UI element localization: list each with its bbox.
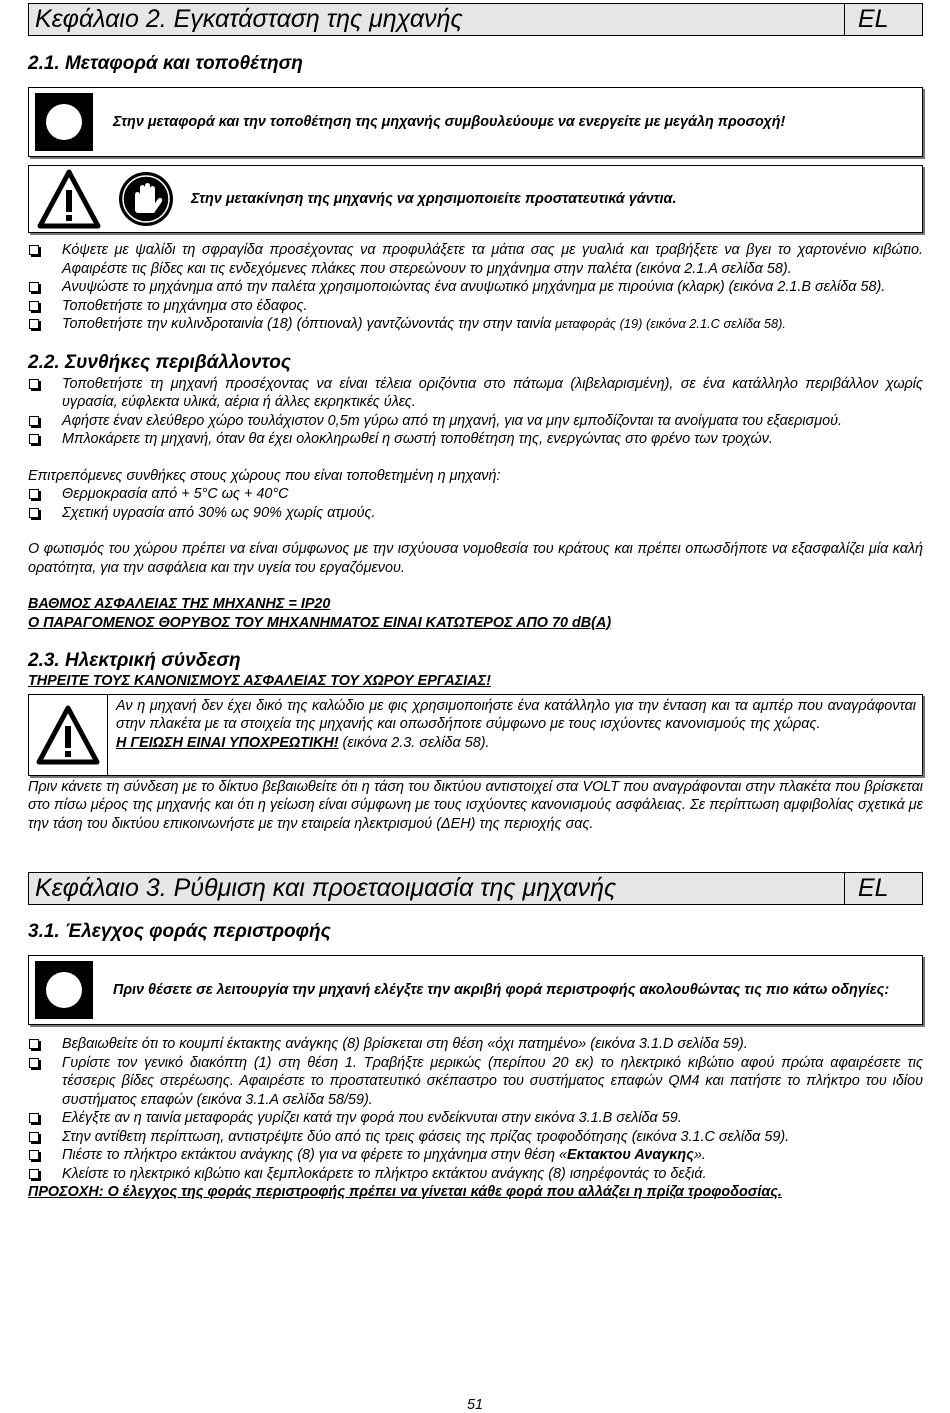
- allowed-conditions-intro: Επιτρεπόμενες συνθήκες στους χώρους που είναι τοποθετημένη η μηχανή:: [28, 467, 501, 484]
- list-item: Αφήστε έναν ελεύθερο χώρο τουλάχιστον 0,5m γύρω από τη μηχανή, για να μην εμποδίζονται τα ανοίγματα του εξαερισμού.: [28, 412, 923, 431]
- checkbox-bullet-icon: [29, 1058, 39, 1068]
- cable-warning: Αν η μηχανή δεν έχει δικό της καλώδιο με φις χρησιμοποιήστε ένα κατάλληλο για την ένταση και τα αμπέρ που αναγράφονται στην πλακέτα με τα στοιχεία της μηχανής και οπωσδήποτε σύμφωνο με τους ισχύοντες κανονισμούς της χώρας.: [116, 697, 916, 732]
- checkbox-bullet-icon: [29, 1039, 39, 1049]
- manual-page: [28, 3, 923, 1202]
- section-heading-2-3: 2.3. Ηλεκτρική σύνδεση: [28, 650, 241, 671]
- earthing-mandatory: Η ΓΕΙΩΣΗ ΕΙΝΑΙ ΥΠΟΧΡΕΩΤΙΚΗ!: [116, 734, 339, 751]
- chapter-title: Κεφάλαιο 2. Εγκατάσταση της μηχανής: [29, 4, 845, 35]
- transport-steps-list: [28, 241, 923, 334]
- language-code: EL: [858, 5, 889, 33]
- checkbox-bullet-icon: [29, 1169, 39, 1179]
- checkbox-bullet-icon: [29, 1132, 39, 1142]
- language-code: EL: [858, 874, 889, 902]
- checkbox-bullet-icon: [29, 1150, 39, 1160]
- checkbox-bullet-icon: [29, 245, 39, 255]
- list-item: Στην αντίθετη περίπτωση, αντιστρέψτε δύο από τις τρεις φάσεις της πρίζας τροφοδότησης (εικόνα 3.1.C σελίδα 59).: [28, 1128, 923, 1147]
- mandatory-action-icon: [29, 961, 99, 1019]
- environment-list: [28, 375, 923, 449]
- rotation-note: Πριν θέσετε σε λειτουργία την μηχανή ελέγξτε την ακριβή φορά περιστροφής ακολουθώντας τις πιο κάτω οδηγίες:: [113, 981, 890, 998]
- noise-level: Ο ΠΑΡΑΓΟΜΕΝΟΣ ΘΟΡΥΒΟΣ ΤΟΥ ΜΗΧΑΝΗΜΑΤΟΣ ΕΙΝΑΙ ΚΑΤΩΤΕΡΟΣ ΑΠΟ 70 dB(A): [28, 614, 612, 631]
- caution-note: ΠΡΟΣΟΧΗ: Ο έλεγχος της φοράς περιστροφής πρέπει να γίνεται κάθε φορά που αλλάζει η πρίζα τροφοδοσίας.: [28, 1184, 782, 1200]
- safety-rules-notice: ΤΗΡΕΙΤΕ ΤΟΥΣ ΚΑΝΟΝΙΣΜΟΥΣ ΑΣΦΑΛΕΙΑΣ ΤΟΥ ΧΩΡΟΥ ΕΡΓΑΣΙΑΣ!: [28, 673, 491, 689]
- section-heading-2-2: 2.2. Συνθήκες περιβάλλοντος: [28, 351, 291, 373]
- warning-triangle-icon: [29, 695, 108, 775]
- lighting-paragraph: Ο φωτισμός του χώρου πρέπει να είναι σύμφωνος με την ισχύουσα νομοθεσία του κράτους και πρέπει οπωσδήποτε να εξασφαλίζει μία καλή ορατότητα, για την ασφάλεια και την υγεία του εργαζόμενου.: [28, 541, 923, 576]
- transport-note: Στην μεταφορά και την τοποθέτηση της μηχανής συμβουλεύουμε να ενεργείτε με μεγάλη προσοχή!: [113, 114, 786, 130]
- gloves-note: Στην μετακίνηση της μηχανής να χρησιμοποιείτε προστατευτικά γάντια.: [191, 191, 677, 207]
- checkbox-bullet-icon: [29, 282, 39, 292]
- section-heading-2-1: 2.1. Μεταφορά και τοποθέτηση: [28, 53, 303, 74]
- checkbox-bullet-icon: [29, 319, 39, 329]
- mandatory-note-box: [28, 87, 923, 157]
- checkbox-bullet-icon: [29, 301, 39, 311]
- checkbox-bullet-icon: [29, 1113, 39, 1123]
- mandatory-action-icon: [29, 93, 99, 151]
- list-item: Τοποθετήστε τη μηχανή προσέχοντας να είναι τέλεια οριζόντια στο πάτωμα (λιβελαρισμένη), σε ένα κατάλληλο περιβάλλον χωρίς υγρασία, εύφλεκτα υλικά, αέρια ή άλλες εκρηκτικές ύλες.: [28, 375, 923, 412]
- list-item: Ανυψώστε το μηχάνημα από την παλέτα χρησιμοποιώντας ένα ανυψωτικό μηχάνημα με πιρούνια (κλαρκ) (εικόνα 2.1.B σελίδα 58).: [28, 278, 923, 297]
- checkbox-bullet-icon: [29, 434, 39, 444]
- page-number: 51: [466, 1397, 483, 1413]
- section-heading-3-1: 3.1. Έλεγχος φοράς περιστροφής: [28, 921, 331, 942]
- ip-rating: ΒΑΘΜΟΣ ΑΣΦΑΛΕΙΑΣ ΤΗΣ ΜΗΧΑΝΗΣ = IP20: [28, 596, 331, 612]
- list-item: Σχετική υγρασία από 30% ως 90% χωρίς ατμούς.: [28, 504, 923, 523]
- mains-voltage-paragraph: Πριν κάνετε τη σύνδεση με το δίκτυο βεβαιωθείτε ότι η τάση του δικτύου αντιστοιχεί στα VOLT που αναγράφονται στην πλακέτα που βρίσκεται στο πίσω μέρος της μηχανής και ότι η γείωση είναι σύμφωνη με τους ισχύοντες κανονισμούς ασφάλειας. Σε περίπτωση αμφιβολίας σχετικά με την τάση του δικτύου επικοινωνήστε με την εταιρεία ηλεκτρισμού (ΔΕΗ) της περιοχής σας.: [28, 778, 923, 832]
- list-item: Ελέγξτε αν η ταινία μεταφοράς γυρίζει κατά την φορά που ενδείκνυται στην εικόνα 3.1.B σελίδα 59.: [28, 1109, 923, 1128]
- electrical-warning-content: [108, 695, 922, 753]
- gloves-icon: [109, 171, 183, 227]
- allowed-conditions-list: [28, 485, 923, 522]
- list-item: Πιέστε το πλήκτρο εκτάκτου ανάγκης (8) για να φέρετε το μηχάνημα στην θέση «Εκτακτου Αναγκης».: [28, 1146, 923, 1165]
- list-item: Βεβαιωθείτε ότι το κουμπί έκτακτης ανάγκης (8) βρίσκεται στη θέση «όχι πατημένο» (εικόνα 3.1.D σελίδα 59).: [28, 1035, 923, 1054]
- gloves-note-box: [28, 165, 923, 233]
- chapter-2-header: [28, 3, 923, 36]
- list-item: Κόψετε με ψαλίδι τη σφραγίδα προσέχοντας να προφυλάξετε τα μάτια σας με γυαλιά και τραβήξετε να βγει το χαρτονένιο κιβώτιο. Αφαιρέστε τις βίδες και τις ενδεχόμενες πλάκες που στερεώνουν το μηχάνημα στην παλέτα (εικόνα 2.1.A σελίδα 58).: [28, 241, 923, 278]
- checkbox-bullet-icon: [29, 508, 39, 518]
- checkbox-bullet-icon: [29, 416, 39, 426]
- checkbox-bullet-icon: [29, 489, 39, 499]
- rotation-note-box: [28, 955, 923, 1025]
- list-item: Κλείστε το ηλεκτρικό κιβώτιο και ξεμπλοκάρετε το πλήκτρο εκτάκτου ανάγκης (8) ισηρέφοντάς το δεξιά.: [28, 1165, 923, 1184]
- rotation-steps-list: [28, 1035, 923, 1183]
- chapter-title: Κεφάλαιο 3. Ρύθμιση και προεταοιμασία της μηχανής: [29, 873, 845, 904]
- list-item: Θερμοκρασία από + 5°C ως + 40°C: [28, 485, 923, 504]
- list-item: Γυρίστε τον γενικό διακόπτη (1) στη θέση 1. Τραβήξτε μερικώς (περίπου 20 εκ) το ηλεκτρικό κιβώτιο αφού πρώτα αφαιρέσετε τις τέσσερις βίδες στερέωσης. Αφαιρέστε το προστατευτικό σκέπαστρο του συστήματος επαφών QM4 και πατήστε το πλήκτρο του ιδίου συστήματος επαφών (εικόνα 3.1.A σελίδα 58/59).: [28, 1054, 923, 1110]
- list-item: Μπλοκάρετε τη μηχανή, όταν θα έχει ολοκληρωθεί η σωστή τοποθέτηση της, ενεργώντας στο φρένο των τροχών.: [28, 430, 923, 449]
- chapter-3-header: [28, 872, 923, 905]
- checkbox-bullet-icon: [29, 379, 39, 389]
- earthing-reference: (εικόνα 2.3. σελίδα 58).: [338, 734, 490, 751]
- list-item: Τοποθετήστε το μηχάνημα στο έδαφος.: [28, 297, 923, 316]
- warning-triangle-icon: [29, 169, 109, 229]
- electrical-warning-box: [28, 694, 923, 776]
- list-item: Τοποθετήστε την κυλινδροταινία (18) (όπτιοναλ) γαντζώνοντάς την στην ταινία μεταφοράς (19) (εικόνα 2.1.C σελίδα 58).: [28, 315, 923, 334]
